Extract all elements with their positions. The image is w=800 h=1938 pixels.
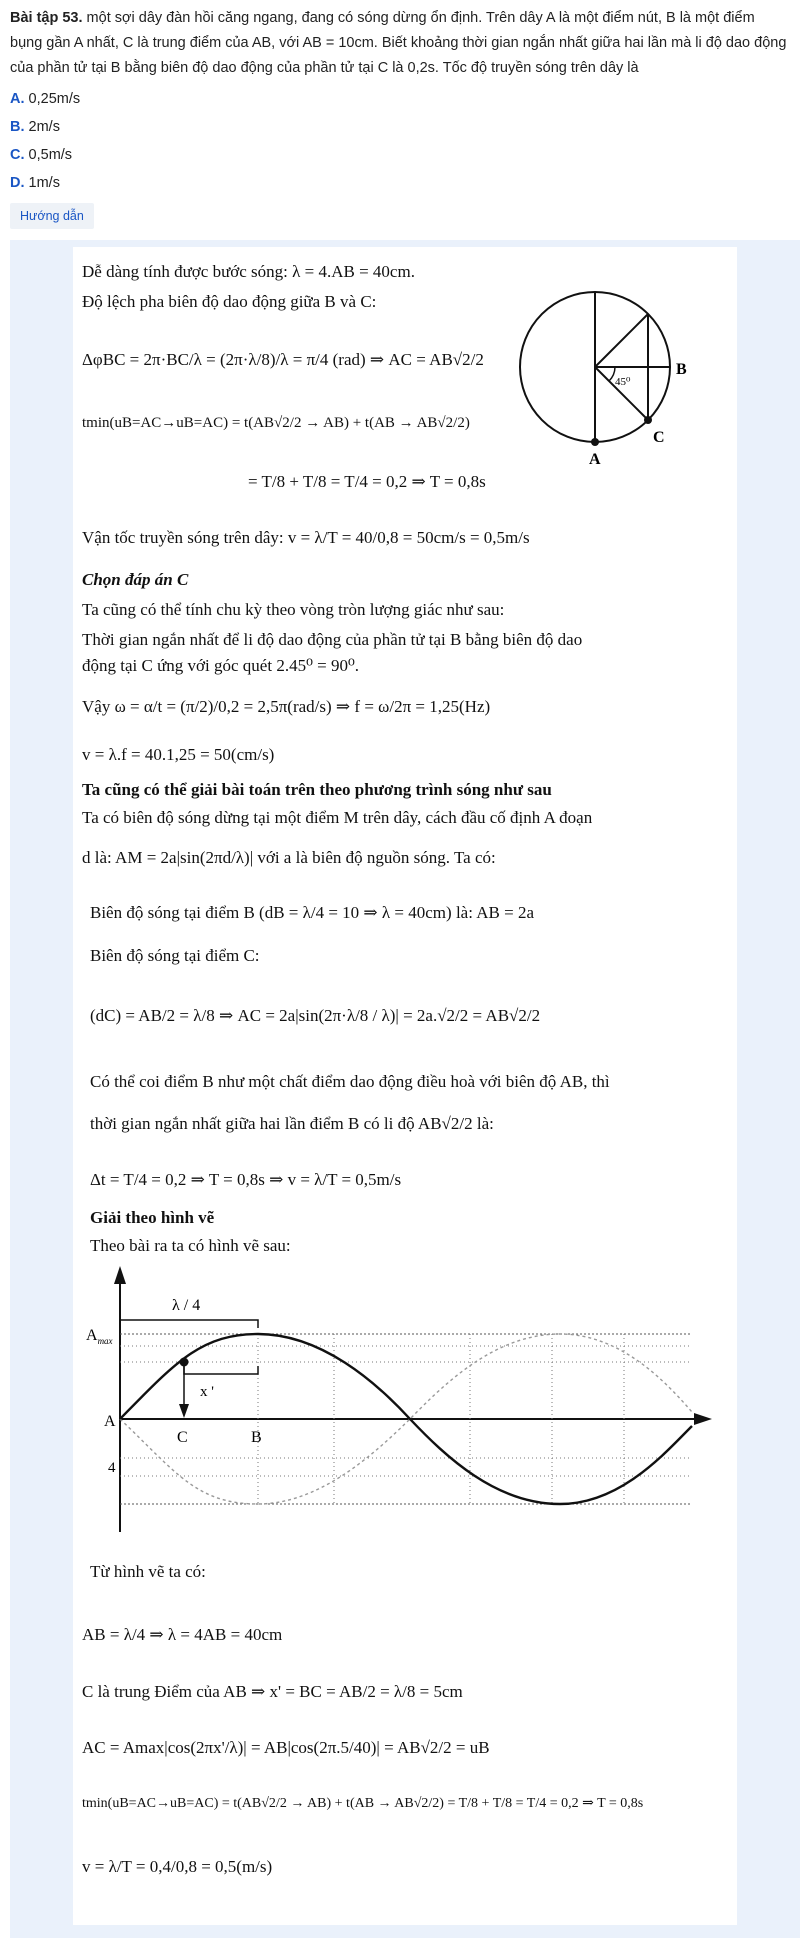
- question-body: một sợi dây đàn hồi căng ngang, đang có sóng dừng ổn định. Trên dây A là một điểm nút, B là một điểm bụng gần A nhất, C là trung điểm của AB, với AB = 10cm. Biết khoảng thời gian ngắn nhất giữa hai lần mà li độ dao động của phần tử tại B bằng biên độ dao động của phần tử tại C là 0,2s. Tốc độ truyền sóng trên dây là: [10, 10, 787, 76]
- section-heading: Ta cũng có thể giải bài toán trên theo phương trình sóng như sau: [82, 780, 552, 799]
- solution-line: Vận tốc truyền sóng trên dây: v = λ/T = 40/0,8 = 50cm/s = 0,5m/s: [82, 528, 530, 547]
- amax-label: $A_{max}$: [86, 1327, 113, 1346]
- radius-upper: [595, 314, 648, 367]
- drop-arrow: [179, 1404, 189, 1418]
- hint-button[interactable]: Hướng dẫn: [10, 203, 94, 229]
- option-text: 0,25m/s: [28, 91, 81, 107]
- formula-line: tmin(uB=AC→uB=AC) = t(AB√2/2 → AB) + t(AB → AB√2/2) = T/8 + T/8 = T/4 = 0,2 ⇒ T = 0,8s: [82, 1796, 644, 1811]
- formula-line: thời gian ngắn nhất giữa hai lần điểm B có li độ AB√2/2 là:: [90, 1114, 494, 1133]
- standing-wave-diagram: [76, 1262, 716, 1552]
- xprime-bracket: [184, 1366, 258, 1374]
- solution-line: Độ lệch pha biên độ dao động giữa B và C:: [82, 292, 377, 311]
- formula-line: C là trung Điểm của AB ⇒ x' = BC = AB/2 = λ/8 = 5cm: [82, 1682, 463, 1701]
- formula-line: d là: AM = 2a|sin(2πd/λ)| với a là biên độ nguồn sóng. Ta có:: [82, 848, 496, 867]
- formula-line: Δt = T/4 = 0,2 ⇒ T = 0,8s ⇒ v = λ/T = 0,5m/s: [90, 1170, 402, 1189]
- solution-line: động tại C ứng với góc quét 2.45⁰ = 90⁰.: [82, 656, 360, 675]
- solution-line: Từ hình vẽ ta có:: [90, 1562, 206, 1581]
- point-b-label: B: [251, 1429, 262, 1446]
- options-list: [0, 85, 800, 197]
- option-text: 0,5m/s: [28, 147, 73, 163]
- option-c[interactable]: [0, 141, 800, 169]
- question-label: Bài tập 53.: [10, 10, 83, 26]
- option-text: 1m/s: [28, 175, 60, 191]
- x-axis-arrow: [694, 1413, 712, 1425]
- label-c: C: [653, 429, 665, 446]
- formula-line: (dC) = AB/2 = λ/8 ⇒ AC = 2a|sin(2π·λ/8 / λ)| = 2a.√2/2 = AB√2/2: [90, 1006, 541, 1025]
- radius-c: [595, 367, 648, 420]
- option-letter: A.: [10, 91, 25, 107]
- point-c-label: C: [177, 1429, 188, 1446]
- option-text: 2m/s: [28, 119, 60, 135]
- formula-line: AB = λ/4 ⇒ λ = 4AB = 40cm: [82, 1625, 283, 1644]
- angle-label: 45⁰: [615, 376, 631, 388]
- lambda-bracket: [120, 1320, 258, 1328]
- question-text: [0, 0, 800, 81]
- label-b: B: [676, 361, 687, 378]
- option-a[interactable]: [0, 85, 800, 113]
- formula-line: tmin(uB=AC→uB=AC) = t(AB√2/2 → AB) + t(AB → AB√2/2): [82, 415, 470, 431]
- solution-line: Ta có biên độ sóng dừng tại một điểm M trên dây, cách đầu cố định A đoạn: [82, 808, 593, 827]
- origin-a-label: A: [104, 1413, 116, 1430]
- point-c: [644, 416, 652, 424]
- option-letter: C.: [10, 147, 25, 163]
- point-a: [591, 438, 599, 446]
- option-letter: B.: [10, 119, 25, 135]
- formula-line: AC = Amax|cos(2πx'/λ)| = AB|cos(2π.5/40)| = AB√2/2 = uB: [82, 1738, 490, 1757]
- option-d[interactable]: [0, 169, 800, 197]
- lambda-quarter-label: λ / 4: [172, 1297, 201, 1314]
- tick-four-label: 4: [108, 1460, 116, 1476]
- solution-line: Có thể coi điểm B như một chất điểm dao động điều hoà với biên độ AB, thì: [90, 1072, 610, 1091]
- formula-line: = T/8 + T/8 = T/4 = 0,2 ⇒ T = 0,8s: [248, 472, 486, 491]
- xprime-label: x ': [200, 1384, 214, 1400]
- option-letter: D.: [10, 175, 25, 191]
- formula-line: ΔφBC = 2π·BC/λ = (2π·λ/8)/λ = π/4 (rad) ⇒ AC = AB√2/2: [82, 350, 484, 369]
- trig-circle-diagram: [505, 282, 695, 472]
- answer-choice: Chọn đáp án C: [82, 570, 189, 589]
- section-heading: Giải theo hình vẽ: [90, 1208, 215, 1227]
- label-a: A: [589, 451, 601, 468]
- solution-line: Biên độ sóng tại điểm C:: [90, 946, 260, 965]
- solution-line: Dễ dàng tính được bước sóng: λ = 4.AB = 40cm.: [82, 262, 415, 281]
- solution-line: Thời gian ngắn nhất để li độ dao động của phần tử tại B bằng biên độ dao: [82, 630, 583, 649]
- option-b[interactable]: [0, 113, 800, 141]
- solution-line: Ta cũng có thể tính chu kỳ theo vòng tròn lượng giác như sau:: [82, 600, 505, 619]
- formula-line: Vậy ω = α/t = (π/2)/0,2 = 2,5π(rad/s) ⇒ f = ω/2π = 1,25(Hz): [82, 697, 491, 716]
- formula-line: v = λ.f = 40.1,25 = 50(cm/s): [82, 745, 275, 764]
- formula-line: v = λ/T = 0,4/0,8 = 0,5(m/s): [82, 1857, 273, 1876]
- solution-line: Theo bài ra ta có hình vẽ sau:: [90, 1236, 291, 1255]
- y-axis-arrow: [114, 1266, 126, 1284]
- formula-line: Biên độ sóng tại điểm B (dB = λ/4 = 10 ⇒ λ = 40cm) là: AB = 2a: [90, 903, 534, 922]
